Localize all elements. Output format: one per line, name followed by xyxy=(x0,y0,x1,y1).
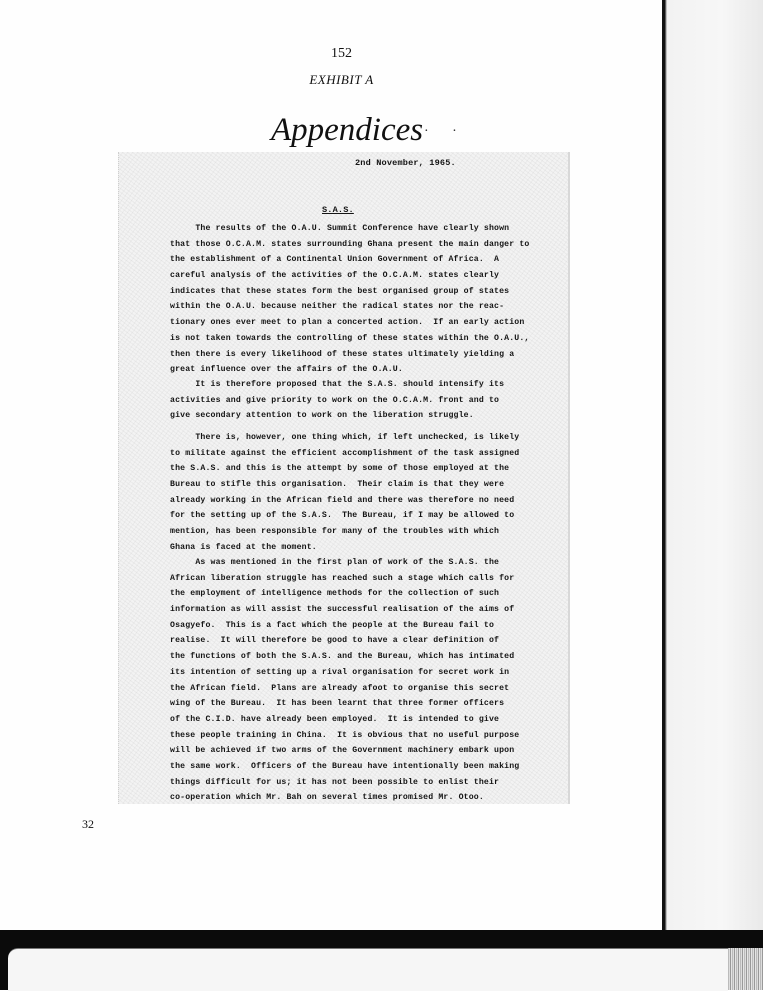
text-line: the same work. Officers of the Bureau have intentionally been making xyxy=(170,761,520,771)
text-line: It is therefore proposed that the S.A.S. should intensify its xyxy=(170,380,505,389)
text-line: of the C.I.D. have already been employed. It is intended to give xyxy=(170,714,500,724)
text-line: things difficult for us; it has not been possible to enlist their xyxy=(170,777,500,787)
text-line: that those O.C.A.M. states surrounding Ghana present the main danger to xyxy=(170,239,530,249)
text-line: tionary ones ever meet to plan a concerted action. If an early action xyxy=(170,318,525,328)
text-line: careful analysis of the activities of the O.C.A.M. states clearly xyxy=(170,271,500,281)
title-dots: · · xyxy=(424,124,467,139)
paragraph-4 xyxy=(170,555,540,806)
text-line: activities and give priority to work on the O.C.A.M. front and to xyxy=(170,395,500,405)
gutter-fold-line xyxy=(662,0,665,930)
page-number: 152 xyxy=(331,46,352,61)
next-page-edge xyxy=(8,948,728,991)
paragraph-1 xyxy=(170,221,540,378)
text-line: information as will assist the successful realisation of the aims of xyxy=(170,605,515,615)
text-line: the employment of intelligence methods for the collection of such xyxy=(170,589,500,599)
text-line: Bureau to stifle this organisation. Their claim is that they were xyxy=(170,480,505,490)
text-line: African liberation struggle has reached such a stage which calls for xyxy=(170,573,515,583)
text-line: great influence over the affairs of the O.A.U. xyxy=(170,365,403,375)
text-line: The results of the O.A.U. Summit Conference have clearly shown xyxy=(170,224,510,233)
text-line: within the O.A.U. because neither the radical states nor the reac- xyxy=(170,302,505,312)
text-line: the African field. Plans are already afoot to organise this secret xyxy=(170,683,510,693)
text-line: Ghana is faced at the moment. xyxy=(170,542,317,552)
text-line: indicates that these states form the best organised group of states xyxy=(170,286,510,296)
sheet-edge xyxy=(568,152,570,804)
text-line: As was mentioned in the first plan of work of the S.A.S. the xyxy=(170,558,500,567)
text-line: realise. It will therefore be good to have a clear definition of xyxy=(170,636,500,646)
text-line: There is, however, one thing which, if left unchecked, is likely xyxy=(170,433,520,442)
book-gutter xyxy=(662,0,763,990)
exhibit-label: EXHIBIT A xyxy=(309,72,374,87)
scan-noise-corner xyxy=(728,948,763,990)
text-line: then there is every likelihood of these states ultimately yielding a xyxy=(170,349,515,359)
text-line: for the setting up of the S.A.S. The Bureau, if I may be allowed to xyxy=(170,511,515,521)
text-line: wing of the Bureau. It has been learnt that three former officers xyxy=(170,699,505,709)
text-line: the functions of both the S.A.S. and the Bureau, which has intimated xyxy=(170,652,515,662)
text-line: co-operation which Mr. Bah on several times promised Mr. Otoo. xyxy=(170,793,484,803)
page-title: Appendices xyxy=(271,112,424,148)
text-line: already working in the African field and there was therefore no need xyxy=(170,495,515,505)
text-line: Osagyefo. This is a fact which the people at the Bureau fail to xyxy=(170,620,495,630)
text-line: to militate against the efficient accomplishment of the task assigned xyxy=(170,448,520,458)
text-line: give secondary attention to work on the liberation struggle. xyxy=(170,411,474,421)
paragraph-3 xyxy=(170,430,540,556)
text-line: the establishment of a Continental Union Government of Africa. A xyxy=(170,255,500,265)
paragraph-2 xyxy=(170,377,540,424)
footer-page-number: 32 xyxy=(82,817,94,831)
text-line: the S.A.S. and this is the attempt by some of those employed at the xyxy=(170,464,510,474)
text-line: mention, has been responsible for many of the troubles with which xyxy=(170,527,500,537)
letter-heading: S.A.S. xyxy=(322,205,354,215)
text-line: its intention of setting up a rival organisation for secret work in xyxy=(170,667,510,677)
letter-date: 2nd November, 1965. xyxy=(355,158,456,168)
text-line: is not taken towards the controlling of these states within the O.A.U., xyxy=(170,333,530,343)
text-line: these people training in China. It is obvious that no useful purpose xyxy=(170,730,520,740)
text-line: will be achieved if two arms of the Government machinery embark upon xyxy=(170,746,515,756)
